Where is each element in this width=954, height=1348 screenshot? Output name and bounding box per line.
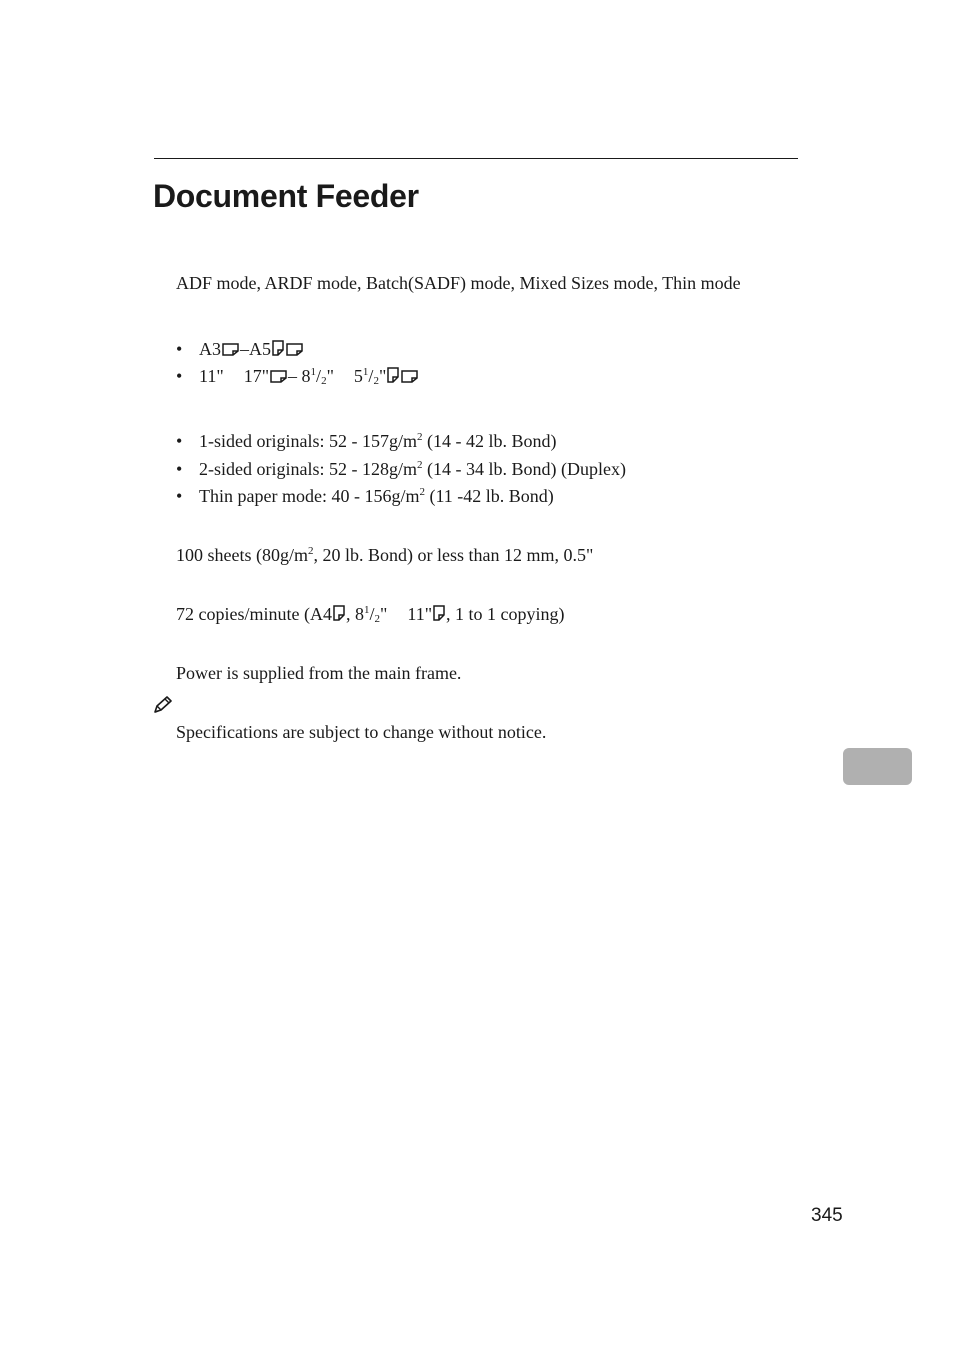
modes-text: ADF mode, ARDF mode, Batch(SADF) mode, Mixed Sizes mode, Thin mode <box>176 273 741 293</box>
list-item: • Thin paper mode: $40 - 156g/m^2$ (11 -42 lb. Bond) <box>176 486 554 506</box>
page-number: 345 <box>811 1205 843 1226</box>
power-text: Power is supplied from the main frame. <box>176 663 462 683</box>
pencil-note-icon <box>153 696 173 714</box>
note-text: Specifications are subject to change without notice. <box>176 722 547 742</box>
header-rule <box>154 158 798 159</box>
paper-landscape-icon <box>401 370 418 383</box>
list-item: • 2-sided originals: $52 - 128g/m^2$ (14 - 34 lb. Bond) (Duplex) <box>176 459 626 479</box>
paper-portrait-icon <box>387 367 399 383</box>
paper-portrait-icon <box>272 340 284 356</box>
page-title: Document Feeder <box>153 178 419 214</box>
paper-landscape-icon <box>286 343 303 356</box>
list-item: • 11" 17" – $8^1/_2$" $5^1/_2$" <box>176 365 419 387</box>
paper-landscape-icon <box>222 343 239 356</box>
speed-text: 72 copies/minute (A4 , $8^1/_2$" 11" , 1 to 1 copying) <box>176 604 565 625</box>
list-item: • 1-sided originals: $52 - 157g/m^2$ (14 - 42 lb. Bond) <box>176 431 557 451</box>
paper-landscape-icon <box>270 370 287 383</box>
chapter-tab <box>843 748 912 785</box>
list-item: • A3 –A5 <box>176 338 304 360</box>
capacity-text: 100 sheets ($80g/m^2$, 20 lb. Bond) or less than 12 mm, 0.5" <box>176 545 594 565</box>
paper-portrait-icon <box>333 605 345 621</box>
paper-portrait-icon <box>433 605 445 621</box>
